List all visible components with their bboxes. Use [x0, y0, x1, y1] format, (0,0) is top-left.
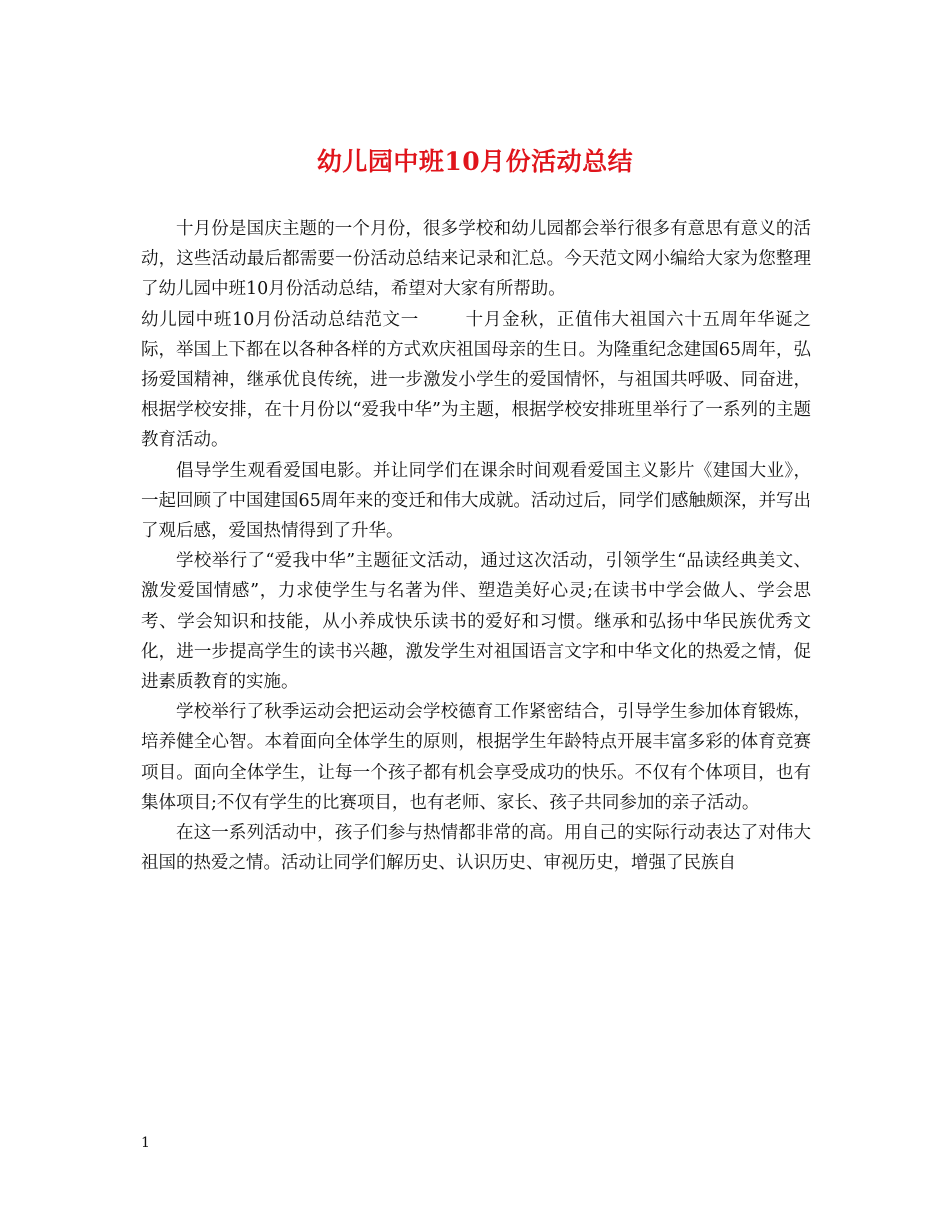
paragraph-essay: 学校举行了“爱我中华”主题征文活动，通过这次活动，引领学生“品读经典美文、激发爱国情感”，力求使学生与名著为伴、塑造美好心灵;在读书中学会做人、学会思考、学会知识和技能，从小养成快乐读书的爱好和习惯。继承和弘扬中华民族优秀文化，进一步提高学生的读书兴趣，激发学生对祖国语言文字和中华文化的热爱之情，促进素质教育的实施。	[141, 551, 811, 693]
paragraph-movie: 倡导学生观看爱国电影。并让同学们在课余时间观看爱国主义影片《建国大业》，一起回顾了中国建国65周年来的变迁和伟大成就。活动过后，同学们感触颇深，并写出了观后感，爱国热情得到了升华。	[141, 460, 811, 542]
section-heading: 幼儿园中班10月份活动总结范文一	[141, 309, 419, 330]
intro-paragraph: 十月份是国庆主题的一个月份，很多学校和幼儿园都会举行很多有意思有意义的活动，这些活动最后都需要一份活动总结来记录和汇总。今天范文网小编给大家为您整理了幼儿园中班10月份活动总结，希望对大家有所帮助。	[141, 219, 811, 300]
document-body	[141, 214, 811, 878]
section-body: 十月金秋，正值伟大祖国六十五周年华诞之际，举国上下都在以各种各样的方式欢庆祖国母亲的生日。为隆重纪念建国65周年，弘扬爱国精神，继承优良传统，进一步激发小学生的爱国情怀，与祖国共呼吸、同奋进，根据学校安排，在十月份以“爱我中华”为主题，根据学校安排班里举行了一系列的主题教育活动。	[141, 309, 811, 451]
section-paragraph	[141, 305, 811, 456]
paragraph-summary: 在这一系列活动中，孩子们参与热情都非常的高。用自己的实际行动表达了对伟大祖国的热爱之情。活动让同学们解历史、认识历史、审视历史，增强了民族自	[141, 823, 811, 874]
page-number: 1	[141, 1135, 150, 1151]
document-title: 幼儿园中班10月份活动总结	[316, 147, 634, 176]
paragraph-sports: 学校举行了秋季运动会把运动会学校德育工作紧密结合，引导学生参加体育锻炼，培养健全心智。本着面向全体学生的原则，根据学生年龄特点开展丰富多彩的体育竞赛项目。面向全体学生，让每一个孩子都有机会享受成功的快乐。不仅有个体项目，也有集体项目;不仅有学生的比赛项目，也有老师、家长、孩子共同参加的亲子活动。	[141, 702, 811, 813]
